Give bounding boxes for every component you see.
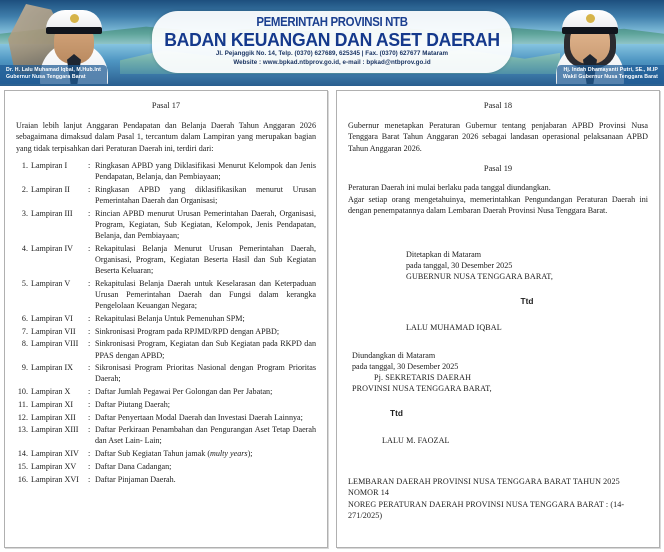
list-item-colon: : <box>88 184 91 194</box>
vice-governor-nameplate-name: Hj. Indah Dhamayanti Putri, SE., M.IP <box>563 67 658 73</box>
governor-cap-emblem-icon <box>70 14 79 23</box>
list-item-text: Daftar Penyertaan Modal Daerah dan Investasi Daerah Lainnya; <box>95 412 303 422</box>
lampiran-list <box>16 160 316 485</box>
list-item-colon: : <box>88 326 91 336</box>
pasal-19-heading: Pasal 19 <box>483 163 513 173</box>
list-item-text: Sikronisasi Program Prioritas Nasional dengan Program Prioritas Daerah; <box>95 363 316 384</box>
list-item-label: Lampiran VII <box>31 326 76 336</box>
pasal-17-intro-paragraph: Uraian lebih lanjut Anggaran Pendapatan dan Belanja Daerah Tahun Anggaran 2026 sebagaimana dimaksud dalam Pasal 1, tercantum dalam Lampiran yang merupakan bagian yang tidak terpisahkan dari Peraturan Daerah ini, terdiri dari: <box>16 121 316 153</box>
list-item-number: 8. <box>21 339 28 349</box>
list-item-colon: : <box>88 461 91 471</box>
list-item-label: Lampiran VI <box>31 313 73 323</box>
pasal-17-heading: Pasal 17 <box>151 101 181 110</box>
secretary-ttd-mark: Ttd <box>390 408 403 419</box>
letterhead-banner <box>0 0 664 86</box>
list-item-label: Lampiran IV <box>31 243 74 253</box>
list-item-number: 15. <box>17 461 28 471</box>
list-item <box>16 184 316 206</box>
promulgation-date: pada tanggal, 30 Desember 2025 <box>352 361 459 371</box>
list-item-text: Daftar Jumlah Pegawai Per Golongan dan Per Jabatan; <box>95 387 273 397</box>
left-page <box>4 90 328 548</box>
list-item-number: 5. <box>21 278 28 288</box>
banner-web-email-line: Website : www.bpkad.ntbprov.go.id, e-mail : bpkad@ntbprov.go.id <box>233 58 431 66</box>
list-item-number: 7. <box>21 326 28 336</box>
list-item-label: Lampiran XI <box>31 399 74 409</box>
right-page <box>336 90 660 548</box>
list-item <box>16 412 316 423</box>
governor-signature-name: LALU MUHAMAD IQBAL <box>406 323 502 333</box>
secretary-signature-name: LALU M. FAOZAL <box>382 435 450 445</box>
list-item <box>16 386 316 397</box>
governor-signature-title: GUBERNUR NUSA TENGGARA BARAT, <box>406 272 553 282</box>
list-item-colon: : <box>88 425 91 435</box>
list-item <box>16 160 316 182</box>
list-item-colon: : <box>88 387 91 397</box>
list-item-number: 3. <box>21 208 28 218</box>
list-item-number: 4. <box>21 243 28 253</box>
list-item-label: Lampiran V <box>31 278 71 288</box>
banner-address-line: Jl. Pejanggik No. 14, Telp. (0370) 627689, 625345 | Fax. (0370) 627677 Mataram <box>215 50 449 57</box>
list-item-colon: : <box>88 474 91 484</box>
list-item-text: Sinkronisasi Program, Kegiatan dan Sub Kegiatan pada RKPD dan PPAS dengan APBD; <box>95 339 316 360</box>
list-item-number: 13. <box>17 425 28 435</box>
gazette-line-1: LEMBARAN DAERAH PROVINSI NUSA TENGGARA BARAT TAHUN 2025 NOMOR 14 <box>348 476 620 498</box>
list-item-text: Daftar Sub Kegiatan Tahun jamak (multy years); <box>95 449 253 459</box>
list-item-number: 2. <box>21 184 28 194</box>
list-item-number: 14. <box>17 449 28 459</box>
list-item <box>16 362 316 384</box>
list-item-colon: : <box>88 160 91 170</box>
gazette-spacer <box>348 446 648 472</box>
vice-governor-cap-band-shape <box>562 27 618 34</box>
list-item-colon: : <box>88 208 91 218</box>
list-item-label: Lampiran IX <box>31 363 74 373</box>
list-item <box>16 448 316 459</box>
list-item-text: Daftar Pinjaman Daerah. <box>95 474 176 484</box>
governor-nameplate-title: Gubernur Nusa Tenggara Barat <box>6 74 86 80</box>
list-item <box>16 208 316 242</box>
list-item-label: Lampiran XV <box>31 461 77 471</box>
list-item-colon: : <box>88 399 91 409</box>
list-item <box>16 474 316 485</box>
list-item <box>16 399 316 410</box>
promulgation-block <box>352 350 648 446</box>
enactment-place: Ditetapkan di Mataram <box>406 249 482 259</box>
list-item-text: Ringkasan APBD yang diklasifikasikan menurut Urusan Pemerintahan Daerah dan Organisasi; <box>95 184 316 205</box>
enactment-date: pada tanggal, 30 Desember 2025 <box>406 260 513 270</box>
secretary-signature-title-2: PROVINSI NUSA TENGGARA BARAT, <box>352 384 492 394</box>
signature-spacer-top <box>348 223 648 249</box>
list-item <box>16 243 316 277</box>
vice-governor-nameplate-title: Wakil Gubernur Nusa Tenggara Barat <box>562 74 658 80</box>
list-item-colon: : <box>88 339 91 349</box>
list-item-text: Ringkasan APBD yang Diklasifikasi Menurut Kelompok dan Jenis Pendapatan, Belanja, dan Pembiayaan; <box>95 160 316 182</box>
list-item-text: Daftar Perkiraan Penambahan dan Pengurangan Aset Tetap Daerah dan Aset Lain- Lain; <box>95 425 316 446</box>
list-item-label: Lampiran XIII <box>31 425 79 435</box>
governor-cap-band-shape <box>46 27 102 34</box>
list-item-label: Lampiran XVI <box>31 474 79 484</box>
list-item-number: 9. <box>21 363 28 373</box>
vice-governor-cap-emblem-icon <box>586 14 595 23</box>
list-item-label: Lampiran I <box>31 160 68 170</box>
governor-nameplate <box>0 65 107 84</box>
banner-agency-line: BADAN KEUANGAN DAN ASET DAERAH <box>164 29 500 50</box>
list-item <box>16 313 316 324</box>
list-item-text: Daftar Piutang Daerah; <box>95 399 171 409</box>
list-item-colon: : <box>88 449 91 459</box>
pasal-18-paragraph: Gubernur menetapkan Peraturan Gubernur tentang penjabaran APBD Provinsi Nusa Tenggara Barat Tahun Anggaran 2026 sebagai landasan operasional pelaksanaan APBD Tahun Anggaran 2026. <box>348 121 648 153</box>
enactment-block <box>406 249 648 334</box>
promulgation-place: Diundangkan di Mataram <box>352 350 436 360</box>
list-item-label: Lampiran XIV <box>31 449 79 459</box>
vice-governor-nameplate <box>557 65 664 84</box>
list-item <box>16 278 316 312</box>
banner-government-line: PEMERINTAH PROVINSI NTB <box>256 14 408 29</box>
list-item-colon: : <box>88 243 91 253</box>
list-item <box>16 424 316 446</box>
list-item-text: Rincian APBD menurut Urusan Pemerintahan Daerah, Organisasi, Program, Kegiatan, Sub Kegiatan, Kelompok, Jenis Pendapatan, Belanja, dan Pembiayaan; <box>95 208 316 241</box>
list-item-label: Lampiran VIII <box>31 339 79 349</box>
pasal-18-heading: Pasal 18 <box>483 101 513 110</box>
signature-spacer-mid <box>348 334 648 350</box>
governor-ttd-mark: Ttd <box>520 296 534 307</box>
list-item <box>16 338 316 360</box>
list-item-colon: : <box>88 363 91 373</box>
list-item <box>16 326 316 337</box>
list-item-number: 12. <box>17 412 28 422</box>
list-item-colon: : <box>88 412 91 422</box>
list-item-number: 16. <box>17 474 28 484</box>
list-item-number: 1. <box>21 160 28 170</box>
list-item-number: 11. <box>18 399 28 409</box>
list-item-text: Daftar Dana Cadangan; <box>95 461 172 471</box>
list-item-number: 10. <box>17 387 28 397</box>
list-item-label: Lampiran III <box>31 208 73 218</box>
gazette-footer <box>348 476 648 522</box>
list-item-label: Lampiran II <box>31 184 70 194</box>
list-item-label: Lampiran X <box>31 387 71 397</box>
list-item-text: Rekapitulasi Belanja Menurut Urusan Pemerintahan Daerah, Organisasi, Program, Kegiatan Beserta Hasil dan Sub Kegiatan Beserta Keluaran; <box>95 243 316 276</box>
pasal-19-paragraph-1: Peraturan Daerah ini mulai berlaku pada tanggal diundangkan. <box>348 183 551 193</box>
list-item-number: 6. <box>21 313 28 323</box>
gazette-line-2: NOREG PERATURAN DAERAH PROVINSI NUSA TENGGARA BARAT : (14-271/2025) <box>348 499 625 521</box>
list-item-colon: : <box>88 278 91 288</box>
document-sheet <box>0 86 664 552</box>
list-item-colon: : <box>88 313 91 323</box>
list-item-text: Rekapitulasi Belanja Daerah untuk Keselarasan dan Keterpaduan Urusan Pemerintahan Daerah dan Fungsi dalam kerangka Pengelolaan Keuangan Negara; <box>95 278 316 311</box>
pasal-19-paragraph-2: Agar setiap orang mengetahuinya, memerintahkan Pengundangan Peraturan Daerah ini dengan penempatannya dalam Lembaran Daerah Provinsi Nusa Tenggara Barat. <box>348 195 648 216</box>
secretary-signature-title-1: Pj. SEKRETARIS DAERAH <box>374 373 472 383</box>
governor-nameplate-name: Dr. H. Lalu Muhamad Iqbal, M.Hub.Int <box>6 67 101 73</box>
list-item-label: Lampiran XII <box>31 412 76 422</box>
banner-title-card <box>152 11 512 73</box>
list-item-text: Sinkronisasi Program pada RPJMD/RPD dengan APBD; <box>95 326 280 336</box>
list-item <box>16 461 316 472</box>
list-item-text: Rekapitulasi Belanja Untuk Pemenuhan SPM; <box>95 313 245 323</box>
